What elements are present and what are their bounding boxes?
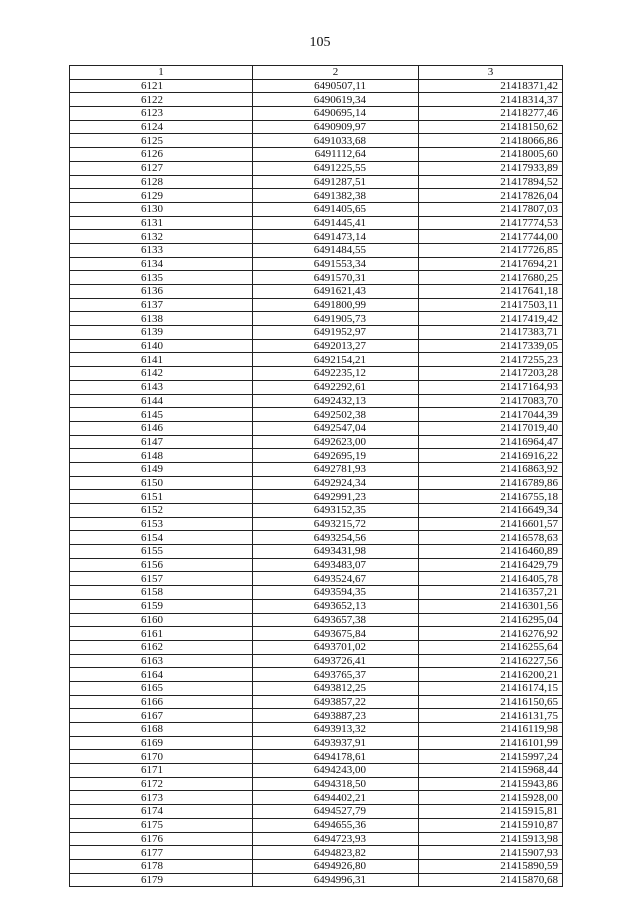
cell-y-coordinate: 21416964,47 (419, 435, 563, 449)
table-row (70, 613, 563, 627)
cell-point-number: 6171 (70, 764, 253, 778)
coordinates-table (69, 65, 563, 887)
cell-y-coordinate: 21415907,93 (419, 846, 563, 860)
cell-y-coordinate: 21417383,71 (419, 326, 563, 340)
cell-y-coordinate: 21416200,21 (419, 668, 563, 682)
column-header-point: 1 (70, 66, 253, 80)
cell-y-coordinate: 21416295,04 (419, 613, 563, 627)
cell-x-coordinate: 6492432,13 (253, 394, 419, 408)
cell-y-coordinate: 21417933,89 (419, 161, 563, 175)
cell-x-coordinate: 6492924,34 (253, 476, 419, 490)
cell-point-number: 6141 (70, 353, 253, 367)
cell-y-coordinate: 21417726,85 (419, 243, 563, 257)
table-row (70, 476, 563, 490)
cell-point-number: 6178 (70, 859, 253, 873)
table-row (70, 189, 563, 203)
cell-y-coordinate: 21416357,21 (419, 586, 563, 600)
cell-y-coordinate: 21416429,79 (419, 558, 563, 572)
cell-y-coordinate: 21416863,92 (419, 462, 563, 476)
cell-x-coordinate: 6493215,72 (253, 517, 419, 531)
cell-point-number: 6163 (70, 654, 253, 668)
cell-point-number: 6124 (70, 120, 253, 134)
cell-x-coordinate: 6494318,50 (253, 777, 419, 791)
cell-y-coordinate: 21415997,24 (419, 750, 563, 764)
cell-y-coordinate: 21418371,42 (419, 79, 563, 93)
cell-y-coordinate: 21416119,98 (419, 723, 563, 737)
cell-point-number: 6135 (70, 271, 253, 285)
cell-y-coordinate: 21416460,89 (419, 545, 563, 559)
cell-x-coordinate: 6491445,41 (253, 216, 419, 230)
cell-x-coordinate: 6493726,41 (253, 654, 419, 668)
table-row (70, 818, 563, 832)
table-row (70, 764, 563, 778)
cell-y-coordinate: 21417044,39 (419, 408, 563, 422)
table-row (70, 148, 563, 162)
cell-x-coordinate: 6492502,38 (253, 408, 419, 422)
cell-y-coordinate: 21416150,65 (419, 695, 563, 709)
cell-point-number: 6179 (70, 873, 253, 887)
table-row (70, 545, 563, 559)
table-row (70, 353, 563, 367)
table-row (70, 285, 563, 299)
cell-y-coordinate: 21416405,78 (419, 572, 563, 586)
cell-x-coordinate: 6492547,04 (253, 421, 419, 435)
cell-point-number: 6168 (70, 723, 253, 737)
table-row (70, 93, 563, 107)
table-row (70, 750, 563, 764)
cell-point-number: 6150 (70, 476, 253, 490)
cell-point-number: 6156 (70, 558, 253, 572)
cell-y-coordinate: 21415928,00 (419, 791, 563, 805)
cell-x-coordinate: 6492292,61 (253, 380, 419, 394)
cell-y-coordinate: 21416276,92 (419, 627, 563, 641)
cell-y-coordinate: 21416255,64 (419, 640, 563, 654)
table-row (70, 695, 563, 709)
table-row (70, 161, 563, 175)
cell-x-coordinate: 6494178,61 (253, 750, 419, 764)
cell-x-coordinate: 6491905,73 (253, 312, 419, 326)
cell-y-coordinate: 21415968,44 (419, 764, 563, 778)
table-row (70, 175, 563, 189)
cell-y-coordinate: 21415913,98 (419, 832, 563, 846)
table-row (70, 832, 563, 846)
cell-point-number: 6172 (70, 777, 253, 791)
cell-y-coordinate: 21415910,87 (419, 818, 563, 832)
cell-x-coordinate: 6493701,02 (253, 640, 419, 654)
cell-x-coordinate: 6494527,79 (253, 805, 419, 819)
cell-y-coordinate: 21418150,62 (419, 120, 563, 134)
table-row (70, 586, 563, 600)
table-row (70, 257, 563, 271)
table-row (70, 736, 563, 750)
cell-x-coordinate: 6493594,35 (253, 586, 419, 600)
cell-y-coordinate: 21416301,56 (419, 599, 563, 613)
cell-y-coordinate: 21417419,42 (419, 312, 563, 326)
table-row (70, 873, 563, 887)
table-row (70, 367, 563, 381)
table-row (70, 681, 563, 695)
cell-point-number: 6125 (70, 134, 253, 148)
cell-x-coordinate: 6494926,80 (253, 859, 419, 873)
cell-x-coordinate: 6494723,93 (253, 832, 419, 846)
cell-x-coordinate: 6492235,12 (253, 367, 419, 381)
cell-y-coordinate: 21416789,86 (419, 476, 563, 490)
cell-x-coordinate: 6492991,23 (253, 490, 419, 504)
cell-y-coordinate: 21416755,18 (419, 490, 563, 504)
table-row (70, 846, 563, 860)
table-row (70, 599, 563, 613)
cell-y-coordinate: 21417774,53 (419, 216, 563, 230)
table-row (70, 421, 563, 435)
cell-x-coordinate: 6491225,55 (253, 161, 419, 175)
cell-y-coordinate: 21418314,37 (419, 93, 563, 107)
cell-y-coordinate: 21418277,46 (419, 107, 563, 121)
cell-y-coordinate: 21417641,18 (419, 285, 563, 299)
cell-x-coordinate: 6490619,34 (253, 93, 419, 107)
cell-y-coordinate: 21417019,40 (419, 421, 563, 435)
table-row (70, 243, 563, 257)
cell-x-coordinate: 6493483,07 (253, 558, 419, 572)
cell-point-number: 6160 (70, 613, 253, 627)
cell-point-number: 6134 (70, 257, 253, 271)
column-header-y: 3 (419, 66, 563, 80)
table-row (70, 504, 563, 518)
cell-x-coordinate: 6491382,38 (253, 189, 419, 203)
cell-x-coordinate: 6491033,68 (253, 134, 419, 148)
table-row (70, 627, 563, 641)
cell-x-coordinate: 6494823,82 (253, 846, 419, 860)
table-body (70, 79, 563, 887)
cell-y-coordinate: 21415870,68 (419, 873, 563, 887)
cell-y-coordinate: 21417680,25 (419, 271, 563, 285)
cell-x-coordinate: 6494402,21 (253, 791, 419, 805)
cell-x-coordinate: 6490909,97 (253, 120, 419, 134)
table-row (70, 723, 563, 737)
cell-x-coordinate: 6493937,91 (253, 736, 419, 750)
cell-point-number: 6154 (70, 531, 253, 545)
cell-y-coordinate: 21417826,04 (419, 189, 563, 203)
cell-x-coordinate: 6491952,97 (253, 326, 419, 340)
table-row (70, 107, 563, 121)
cell-x-coordinate: 6491112,64 (253, 148, 419, 162)
cell-point-number: 6167 (70, 709, 253, 723)
cell-point-number: 6143 (70, 380, 253, 394)
table-row (70, 216, 563, 230)
cell-point-number: 6159 (70, 599, 253, 613)
cell-x-coordinate: 6493812,25 (253, 681, 419, 695)
cell-point-number: 6158 (70, 586, 253, 600)
cell-point-number: 6142 (70, 367, 253, 381)
cell-y-coordinate: 21415890,59 (419, 859, 563, 873)
cell-y-coordinate: 21416578,63 (419, 531, 563, 545)
cell-point-number: 6152 (70, 504, 253, 518)
table-row (70, 449, 563, 463)
cell-point-number: 6149 (70, 462, 253, 476)
cell-x-coordinate: 6491405,65 (253, 202, 419, 216)
table-row (70, 202, 563, 216)
table-header-row (70, 66, 563, 80)
cell-x-coordinate: 6493524,67 (253, 572, 419, 586)
cell-point-number: 6136 (70, 285, 253, 299)
table-row (70, 134, 563, 148)
cell-point-number: 6151 (70, 490, 253, 504)
cell-point-number: 6164 (70, 668, 253, 682)
cell-point-number: 6155 (70, 545, 253, 559)
table-row (70, 531, 563, 545)
cell-point-number: 6147 (70, 435, 253, 449)
cell-point-number: 6145 (70, 408, 253, 422)
table-row (70, 572, 563, 586)
cell-x-coordinate: 6490695,14 (253, 107, 419, 121)
cell-y-coordinate: 21416649,34 (419, 504, 563, 518)
cell-point-number: 6138 (70, 312, 253, 326)
cell-point-number: 6161 (70, 627, 253, 641)
cell-y-coordinate: 21416131,75 (419, 709, 563, 723)
table-row (70, 339, 563, 353)
cell-point-number: 6153 (70, 517, 253, 531)
cell-y-coordinate: 21417744,00 (419, 230, 563, 244)
table-row (70, 709, 563, 723)
table-row (70, 558, 563, 572)
cell-point-number: 6133 (70, 243, 253, 257)
cell-point-number: 6176 (70, 832, 253, 846)
cell-point-number: 6139 (70, 326, 253, 340)
cell-point-number: 6140 (70, 339, 253, 353)
table-row (70, 777, 563, 791)
cell-x-coordinate: 6493657,38 (253, 613, 419, 627)
table-row (70, 654, 563, 668)
cell-x-coordinate: 6491287,51 (253, 175, 419, 189)
cell-x-coordinate: 6493152,35 (253, 504, 419, 518)
cell-x-coordinate: 6490507,11 (253, 79, 419, 93)
cell-x-coordinate: 6492623,00 (253, 435, 419, 449)
cell-y-coordinate: 21417503,11 (419, 298, 563, 312)
cell-x-coordinate: 6493254,56 (253, 531, 419, 545)
column-header-x: 2 (253, 66, 419, 80)
cell-point-number: 6128 (70, 175, 253, 189)
cell-x-coordinate: 6491621,43 (253, 285, 419, 299)
table-row (70, 312, 563, 326)
table-row (70, 326, 563, 340)
table-row (70, 791, 563, 805)
table-row (70, 380, 563, 394)
cell-y-coordinate: 21417164,93 (419, 380, 563, 394)
cell-point-number: 6122 (70, 93, 253, 107)
cell-y-coordinate: 21416101,99 (419, 736, 563, 750)
cell-point-number: 6174 (70, 805, 253, 819)
table-row (70, 859, 563, 873)
cell-y-coordinate: 21417203,28 (419, 367, 563, 381)
cell-point-number: 6121 (70, 79, 253, 93)
table-row (70, 490, 563, 504)
cell-x-coordinate: 6493431,98 (253, 545, 419, 559)
table-row (70, 79, 563, 93)
cell-point-number: 6166 (70, 695, 253, 709)
cell-x-coordinate: 6494655,36 (253, 818, 419, 832)
cell-point-number: 6144 (70, 394, 253, 408)
cell-x-coordinate: 6493857,22 (253, 695, 419, 709)
page-number: 105 (309, 35, 331, 50)
cell-point-number: 6127 (70, 161, 253, 175)
cell-x-coordinate: 6494996,31 (253, 873, 419, 887)
cell-x-coordinate: 6492154,21 (253, 353, 419, 367)
table-row (70, 394, 563, 408)
cell-x-coordinate: 6492695,19 (253, 449, 419, 463)
cell-point-number: 6130 (70, 202, 253, 216)
cell-point-number: 6173 (70, 791, 253, 805)
cell-y-coordinate: 21416601,57 (419, 517, 563, 531)
cell-x-coordinate: 6491570,31 (253, 271, 419, 285)
cell-point-number: 6162 (70, 640, 253, 654)
cell-y-coordinate: 21416916,22 (419, 449, 563, 463)
cell-x-coordinate: 6492781,93 (253, 462, 419, 476)
cell-y-coordinate: 21417339,05 (419, 339, 563, 353)
table-row (70, 435, 563, 449)
cell-x-coordinate: 6493765,37 (253, 668, 419, 682)
cell-point-number: 6146 (70, 421, 253, 435)
cell-point-number: 6137 (70, 298, 253, 312)
cell-point-number: 6175 (70, 818, 253, 832)
cell-y-coordinate: 21417083,70 (419, 394, 563, 408)
cell-x-coordinate: 6491484,55 (253, 243, 419, 257)
cell-y-coordinate: 21417694,21 (419, 257, 563, 271)
table-row (70, 120, 563, 134)
cell-point-number: 6123 (70, 107, 253, 121)
table-row (70, 805, 563, 819)
cell-y-coordinate: 21415943,86 (419, 777, 563, 791)
cell-y-coordinate: 21418005,60 (419, 148, 563, 162)
cell-x-coordinate: 6493675,84 (253, 627, 419, 641)
cell-point-number: 6129 (70, 189, 253, 203)
table-row (70, 298, 563, 312)
table-row (70, 230, 563, 244)
table-row (70, 640, 563, 654)
cell-y-coordinate: 21416227,56 (419, 654, 563, 668)
table-row (70, 668, 563, 682)
cell-point-number: 6157 (70, 572, 253, 586)
cell-y-coordinate: 21417255,23 (419, 353, 563, 367)
cell-point-number: 6169 (70, 736, 253, 750)
cell-y-coordinate: 21415915,81 (419, 805, 563, 819)
cell-x-coordinate: 6493913,32 (253, 723, 419, 737)
table-row (70, 517, 563, 531)
cell-x-coordinate: 6491800,99 (253, 298, 419, 312)
table-row (70, 271, 563, 285)
table-row (70, 462, 563, 476)
cell-y-coordinate: 21417807,03 (419, 202, 563, 216)
cell-point-number: 6148 (70, 449, 253, 463)
cell-x-coordinate: 6492013,27 (253, 339, 419, 353)
cell-x-coordinate: 6493652,13 (253, 599, 419, 613)
table-row (70, 408, 563, 422)
cell-x-coordinate: 6493887,23 (253, 709, 419, 723)
cell-x-coordinate: 6491473,14 (253, 230, 419, 244)
cell-point-number: 6177 (70, 846, 253, 860)
cell-point-number: 6170 (70, 750, 253, 764)
cell-point-number: 6132 (70, 230, 253, 244)
cell-point-number: 6131 (70, 216, 253, 230)
cell-y-coordinate: 21418066,86 (419, 134, 563, 148)
cell-y-coordinate: 21417894,52 (419, 175, 563, 189)
cell-point-number: 6126 (70, 148, 253, 162)
cell-x-coordinate: 6491553,34 (253, 257, 419, 271)
cell-y-coordinate: 21416174,15 (419, 681, 563, 695)
cell-point-number: 6165 (70, 681, 253, 695)
cell-x-coordinate: 6494243,00 (253, 764, 419, 778)
